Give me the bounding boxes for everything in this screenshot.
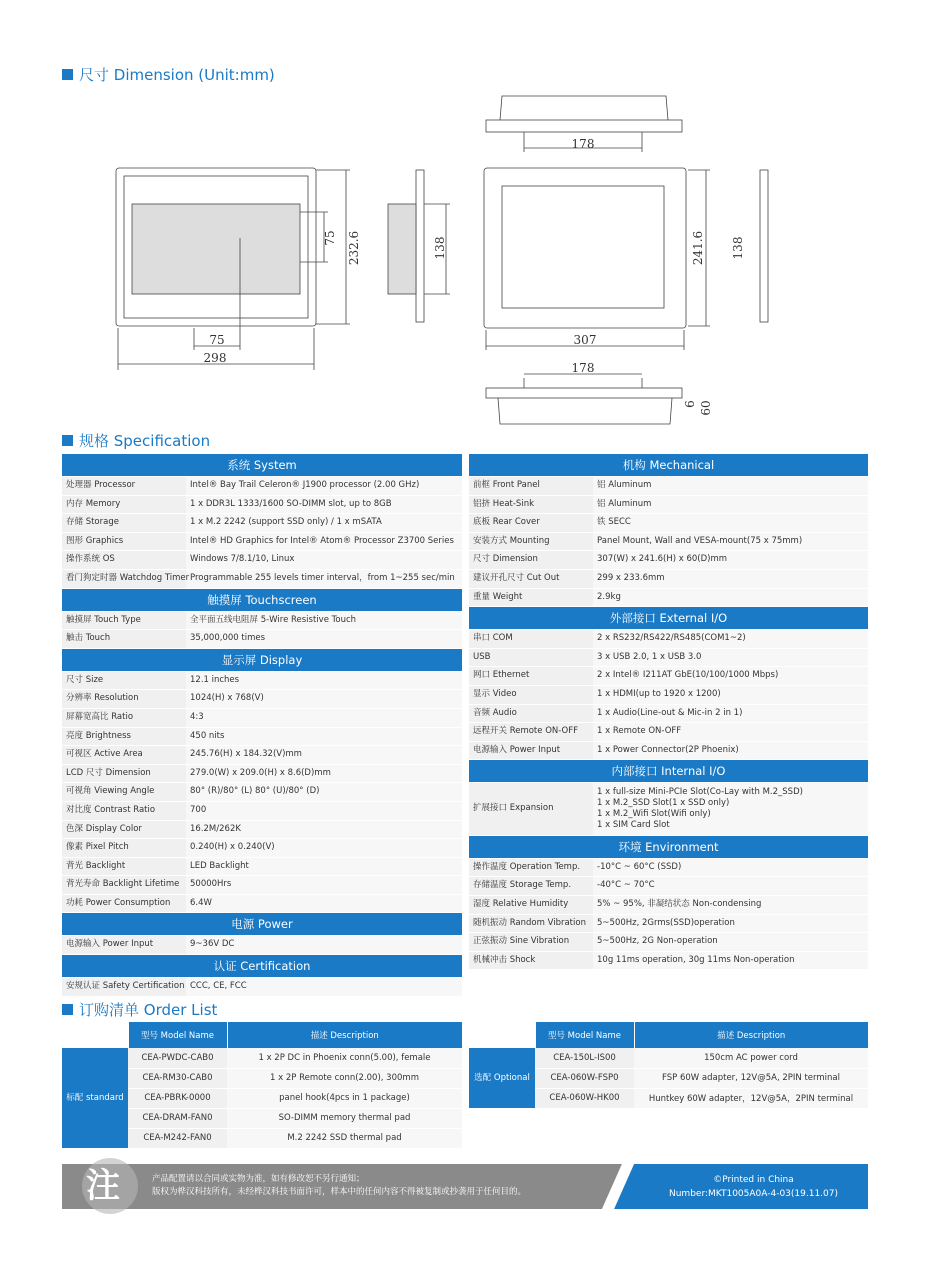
- spec-key: 铝挤 Heat-Sink: [469, 495, 593, 514]
- spec-row: [62, 708, 462, 727]
- spec-key: 串口 COM: [469, 630, 593, 648]
- spec-key: 扩展接口 Expansion: [469, 783, 593, 835]
- spec-row: [469, 551, 868, 570]
- spec-key: 亮度 Brightness: [62, 727, 186, 746]
- spec-row: [469, 588, 868, 607]
- spec-table: [469, 630, 868, 760]
- order-row: [62, 1048, 462, 1068]
- heading-square-icon: [62, 435, 73, 446]
- spec-row: [62, 612, 462, 630]
- side-view-bezel: [416, 170, 424, 322]
- spec-row: [469, 914, 868, 933]
- order-optional-table: [469, 1022, 868, 1109]
- spec-value: 1024(H) x 768(V): [186, 690, 462, 709]
- spec-key: 内存 Memory: [62, 495, 186, 514]
- spec-value: 铝 Aluminum: [593, 477, 868, 495]
- spec-key: 屏幕宽高比 Ratio: [62, 708, 186, 727]
- spec-row: [62, 477, 462, 495]
- footer-printed-line: ©Printed in China: [713, 1175, 794, 1185]
- spec-key: 存储温度 Storage Temp.: [469, 877, 593, 896]
- dim-bottom-width: 178: [571, 361, 595, 375]
- order-model: CEA-060W-FSP0: [535, 1068, 634, 1088]
- spec-table: [62, 936, 462, 955]
- spec-table: [62, 477, 462, 589]
- spec-row: [469, 951, 868, 970]
- spec-row: [469, 896, 868, 915]
- spec-row: [469, 877, 868, 896]
- order-header-row: [62, 1022, 462, 1048]
- spec-value: 1 x Remote ON-OFF: [593, 723, 868, 742]
- spec-key: 色深 Display Color: [62, 820, 186, 839]
- spec-row: [469, 514, 868, 533]
- section-bar: 内部接口 Internal I/O: [469, 760, 868, 782]
- heatsink: [132, 204, 300, 294]
- dimension-drawings: [110, 88, 745, 438]
- dimension-heading-text: 尺寸 Dimension (Unit:mm): [79, 66, 275, 84]
- spec-row: [469, 685, 868, 704]
- spec-row: [62, 495, 462, 514]
- spec-key: 存储 Storage: [62, 514, 186, 533]
- top-view-housing: [500, 96, 668, 120]
- spec-key: 操作系统 OS: [62, 551, 186, 570]
- spec-key: USB: [469, 648, 593, 667]
- spec-row: [62, 630, 462, 649]
- section-bar: 电源 Power: [62, 913, 462, 935]
- spec-row: [62, 876, 462, 895]
- spec-key: 可视区 Active Area: [62, 746, 186, 765]
- spec-key: 电源输入 Power Input: [469, 741, 593, 760]
- spec-value: 0.240(H) x 0.240(V): [186, 839, 462, 858]
- spec-row: [62, 672, 462, 690]
- dim-back-h2: 232.6: [347, 230, 361, 266]
- heading-square-icon: [62, 1004, 73, 1015]
- spec-value: -10°C ~ 60°C (SSD): [593, 859, 868, 877]
- order-category: 选配 Optional: [469, 1048, 535, 1108]
- order-model: CEA-DRAM-FAN0: [128, 1108, 227, 1128]
- spec-row: [62, 569, 462, 588]
- spec-value: 80° (R)/80° (L) 80° (U)/80° (D): [186, 783, 462, 802]
- order-model-header: 型号 Model Name: [535, 1022, 634, 1048]
- spec-table: [469, 859, 868, 971]
- spec-row: [62, 514, 462, 533]
- section-bar: 机构 Mechanical: [469, 454, 868, 476]
- order-header-row: [469, 1022, 868, 1048]
- spec-key: 触击 Touch: [62, 630, 186, 649]
- order-row: [469, 1048, 868, 1068]
- spec-key: 分辨率 Resolution: [62, 690, 186, 709]
- expansion-line: 1 x full-size Mini-PCIe Slot(Co-Lay with M.2_SSD): [597, 787, 803, 798]
- footer-banner: [62, 1164, 868, 1209]
- spec-row: [62, 801, 462, 820]
- order-heading: [62, 999, 217, 1020]
- expansion-line: 1 x M.2_SSD Slot(1 x SSD only): [597, 798, 730, 809]
- footer-notice-line1: 产品配置请以合同或实物为准，如有修改恕不另行通知；: [152, 1174, 365, 1184]
- spec-value: 1 x DDR3L 1333/1600 SO-DIMM slot, up to 8GB: [186, 495, 462, 514]
- dim-side2-h: 138: [731, 236, 745, 260]
- front-view-screen: [502, 186, 664, 308]
- spec-table: [62, 612, 462, 649]
- spec-key: 正弦振动 Sine Vibration: [469, 933, 593, 952]
- dim-front-w: 307: [573, 333, 597, 347]
- spec-value: 4:3: [186, 708, 462, 727]
- note-glyph: 注: [86, 1166, 120, 1206]
- spec-key: 机械冲击 Shock: [469, 951, 593, 970]
- front-view-frame: [484, 168, 686, 328]
- spec-value: 全平面五线电阻屏 5-Wire Resistive Touch: [186, 612, 462, 630]
- spec-key: 安装方式 Mounting: [469, 532, 593, 551]
- spec-row: [469, 933, 868, 952]
- spec-key: 重量 Weight: [469, 588, 593, 607]
- spec-key: 功耗 Power Consumption: [62, 894, 186, 913]
- top-view-body: [486, 120, 682, 132]
- spec-value: 2 x RS232/RS422/RS485(COM1~2): [593, 630, 868, 648]
- spec-key: 尺寸 Dimension: [469, 551, 593, 570]
- spec-value: Programmable 255 levels timer interval，from 1~255 sec/min: [186, 569, 462, 588]
- spec-row: [62, 690, 462, 709]
- order-desc: SO-DIMM memory thermal pad: [227, 1108, 462, 1128]
- order-model: CEA-PWDC-CAB0: [128, 1048, 227, 1068]
- spec-value: 450 nits: [186, 727, 462, 746]
- dim-bottom-d2: 60: [699, 400, 713, 416]
- spec-value: 铝 Aluminum: [593, 495, 868, 514]
- spec-value: CCC, CE, FCC: [186, 978, 462, 996]
- order-standard-table: [62, 1022, 462, 1149]
- order-desc: 1 x 2P Remote conn(2.00), 300mm: [227, 1068, 462, 1088]
- bottom-view-body: [486, 388, 682, 398]
- spec-row: [469, 495, 868, 514]
- spec-value: LED Backlight: [186, 857, 462, 876]
- spec-value: 1 x Power Connector(2P Phoenix): [593, 741, 868, 760]
- order-desc: M.2 2242 SSD thermal pad: [227, 1128, 462, 1148]
- spec-value: Panel Mount, Wall and VESA-mount(75 x 75mm): [593, 532, 868, 551]
- section-bar: 触摸屏 Touchscreen: [62, 589, 462, 611]
- spec-key: 远程开关 Remote ON-OFF: [469, 723, 593, 742]
- spec-heading-text: 规格 Specification: [79, 432, 211, 450]
- spec-key: 前框 Front Panel: [469, 477, 593, 495]
- order-model-header: 型号 Model Name: [128, 1022, 227, 1048]
- dim-back-w2: 298: [203, 351, 227, 365]
- spec-value: 35,000,000 times: [186, 630, 462, 649]
- spec-row: [469, 648, 868, 667]
- spec-row: [469, 859, 868, 877]
- spec-row: [62, 894, 462, 913]
- dim-side-h: 138: [433, 236, 447, 260]
- dim-front-h: 241.6: [691, 230, 705, 266]
- order-model: CEA-150L-IS00: [535, 1048, 634, 1068]
- order-header-blank: [469, 1022, 535, 1048]
- section-bar: 认证 Certification: [62, 955, 462, 977]
- heading-square-icon: [62, 69, 73, 80]
- spec-value: 299 x 233.6mm: [593, 569, 868, 588]
- dimension-heading: [62, 64, 275, 85]
- spec-row: [469, 569, 868, 588]
- order-heading-text: 订购清单 Order List: [79, 1001, 218, 1019]
- spec-value: 1 x Audio(Line-out & Mic-in 2 in 1): [593, 704, 868, 723]
- spec-table: [62, 672, 462, 914]
- dim-back-w1: 75: [209, 333, 225, 347]
- spec-row: [62, 746, 462, 765]
- spec-key: 图形 Graphics: [62, 532, 186, 551]
- spec-value: 50000Hrs: [186, 876, 462, 895]
- spec-row: [62, 783, 462, 802]
- spec-value: Intel® Bay Trail Celeron® J1900 processor (2.00 GHz): [186, 477, 462, 495]
- spec-heading: [62, 430, 210, 451]
- spec-row: [62, 727, 462, 746]
- order-desc-header: 描述 Description: [634, 1022, 868, 1048]
- section-bar: 显示屏 Display: [62, 649, 462, 671]
- spec-key: 处理器 Processor: [62, 477, 186, 495]
- spec-row: [469, 532, 868, 551]
- expansion-line: 1 x M.2_Wifi Slot(Wifi only): [597, 809, 711, 820]
- spec-value: 9~36V DC: [186, 936, 462, 954]
- spec-row: [469, 783, 868, 835]
- spec-value: 3 x USB 2.0, 1 x USB 3.0: [593, 648, 868, 667]
- spec-key: 背光寿命 Backlight Lifetime: [62, 876, 186, 895]
- section-bar: 环境 Environment: [469, 836, 868, 858]
- spec-value: 6.4W: [186, 894, 462, 913]
- section-bar: 系统 System: [62, 454, 462, 476]
- spec-value: 铁 SECC: [593, 514, 868, 533]
- dim-top-width: 178: [571, 137, 595, 151]
- spec-value: 12.1 inches: [186, 672, 462, 690]
- spec-row: [62, 936, 462, 954]
- order-model: CEA-PBRK-0000: [128, 1088, 227, 1108]
- spec-key: 显示 Video: [469, 685, 593, 704]
- spec-value: 5~500Hz, 2Grms(SSD)operation: [593, 914, 868, 933]
- spec-key: LCD 尺寸 Dimension: [62, 764, 186, 783]
- expansion-line: 1 x SIM Card Slot: [597, 820, 670, 831]
- footer-notice-line2: 版权为桦汉科技所有，未经桦汉科技书面许可，样本中的任何内容不得被复制或抄袭用于任何目的。: [152, 1187, 527, 1197]
- spec-table: [469, 477, 868, 607]
- spec-row: [469, 630, 868, 648]
- spec-value: 1 x HDMI(up to 1920 x 1200): [593, 685, 868, 704]
- spec-row: [62, 820, 462, 839]
- dim-back-h1: 75: [323, 230, 337, 246]
- section-bar: 外部接口 External I/O: [469, 607, 868, 629]
- spec-value: 2.9kg: [593, 588, 868, 607]
- order-desc: panel hook(4pcs in 1 package): [227, 1088, 462, 1108]
- spec-row: [469, 667, 868, 686]
- spec-value: 245.76(H) x 184.32(V)mm: [186, 746, 462, 765]
- order-model: CEA-060W-HK00: [535, 1088, 634, 1108]
- spec-value: [593, 783, 868, 835]
- order-model: CEA-M242-FAN0: [128, 1128, 227, 1148]
- spec-value: 307(W) x 241.6(H) x 60(D)mm: [593, 551, 868, 570]
- spec-value: -40°C ~ 70°C: [593, 877, 868, 896]
- spec-value: 5~500Hz, 2G Non-operation: [593, 933, 868, 952]
- footer-printed: [669, 1173, 838, 1201]
- order-desc-header: 描述 Description: [227, 1022, 462, 1048]
- spec-row: [469, 477, 868, 495]
- order-category: 标配 standard: [62, 1048, 128, 1148]
- footer-notice: [152, 1173, 526, 1199]
- spec-key: 触摸屏 Touch Type: [62, 612, 186, 630]
- spec-key: 像素 Pixel Pitch: [62, 839, 186, 858]
- spec-value: 700: [186, 801, 462, 820]
- spec-key: 操作温度 Operation Temp.: [469, 859, 593, 877]
- spec-key: 安规认证 Safety Certification: [62, 978, 186, 996]
- spec-key: 随机振动 Random Vibration: [469, 914, 593, 933]
- spec-key: 底板 Rear Cover: [469, 514, 593, 533]
- order-header-blank: [62, 1022, 128, 1048]
- spec-row: [469, 723, 868, 742]
- spec-value: Intel® HD Graphics for Intel® Atom® Processor Z3700 Series: [186, 532, 462, 551]
- spec-table: [62, 978, 462, 997]
- spec-value: Windows 7/8.1/10, Linux: [186, 551, 462, 570]
- spec-value: 279.0(W) x 209.0(H) x 8.6(D)mm: [186, 764, 462, 783]
- order-desc: 150cm AC power cord: [634, 1048, 868, 1068]
- spec-value: 5% ~ 95%, 非凝结状态 Non-condensing: [593, 896, 868, 915]
- spec-value: 1 x M.2 2242 (support SSD only) / 1 x mSATA: [186, 514, 462, 533]
- order-desc: Huntkey 60W adapter，12V@5A，2PIN terminal: [634, 1088, 868, 1108]
- spec-key: 电源输入 Power Input: [62, 936, 186, 954]
- spec-row: [469, 704, 868, 723]
- spec-row: [62, 839, 462, 858]
- spec-row: [469, 741, 868, 760]
- spec-value: 10g 11ms operation, 30g 11ms Non-operation: [593, 951, 868, 970]
- spec-key: 可视角 Viewing Angle: [62, 783, 186, 802]
- spec-key: 背光 Backlight: [62, 857, 186, 876]
- spec-key: 对比度 Contrast Ratio: [62, 801, 186, 820]
- spec-key: 建议开孔尺寸 Cut Out: [469, 569, 593, 588]
- spec-table: [469, 783, 868, 836]
- order-desc: 1 x 2P DC in Phoenix conn(5.00), female: [227, 1048, 462, 1068]
- spec-key: 网口 Ethernet: [469, 667, 593, 686]
- spec-value: 2 x Intel® I211AT GbE(10/100/1000 Mbps): [593, 667, 868, 686]
- footer-doc-number: Number:MKT1005A0A-4-03(19.11.07): [668, 1189, 838, 1199]
- order-model: CEA-RM30-CAB0: [128, 1068, 227, 1088]
- spec-left-column: [62, 454, 462, 997]
- order-desc: FSP 60W adapter, 12V@5A, 2PIN terminal: [634, 1068, 868, 1088]
- spec-row: [62, 532, 462, 551]
- spec-key: 尺寸 Size: [62, 672, 186, 690]
- spec-row: [62, 857, 462, 876]
- spec-row: [62, 764, 462, 783]
- spec-row: [62, 978, 462, 996]
- spec-key: 音频 Audio: [469, 704, 593, 723]
- spec-value: 16.2M/262K: [186, 820, 462, 839]
- dim-bottom-d1: 6: [683, 400, 697, 408]
- spec-key: 湿度 Relative Humidity: [469, 896, 593, 915]
- spec-key: 看门狗定时器 Watchdog Timer: [62, 569, 186, 588]
- spec-right-column: [469, 454, 868, 970]
- spec-row: [62, 551, 462, 570]
